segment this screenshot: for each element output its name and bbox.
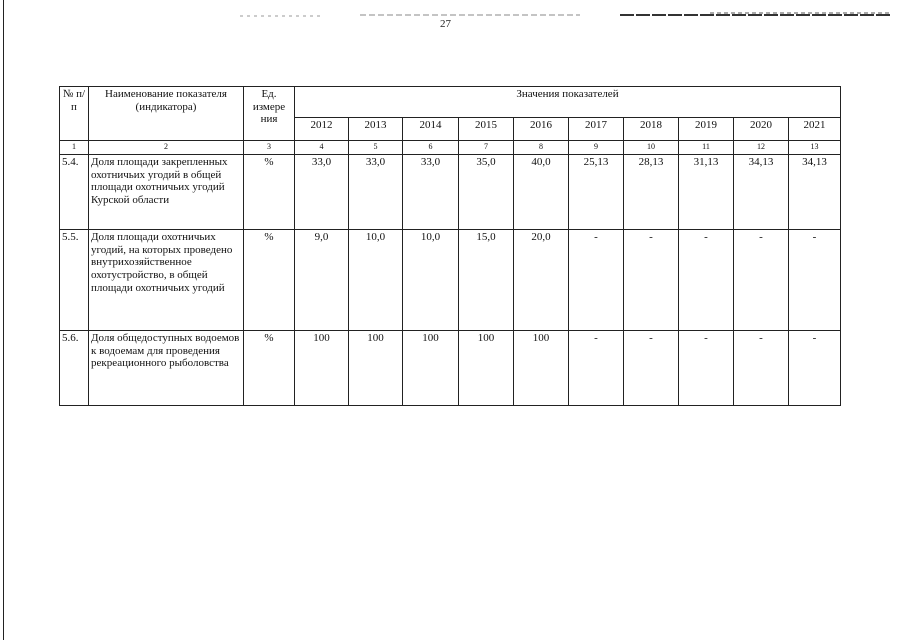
row-value: 100: [295, 331, 349, 406]
row-value: 100: [459, 331, 514, 406]
row-value: 31,13: [679, 155, 734, 230]
column-number: 5: [349, 141, 403, 155]
row-value: -: [734, 230, 789, 331]
row-value: 28,13: [624, 155, 679, 230]
column-number: 13: [789, 141, 841, 155]
column-number: 1: [60, 141, 89, 155]
row-value: 9,0: [295, 230, 349, 331]
header-values-group: Значения показателей: [295, 87, 841, 118]
row-value: 33,0: [295, 155, 349, 230]
row-value: -: [569, 331, 624, 406]
table-row: [60, 155, 841, 230]
row-value: -: [789, 230, 841, 331]
row-number: 5.5.: [60, 230, 89, 331]
header-year: 2014: [403, 118, 459, 141]
header-year: 2017: [569, 118, 624, 141]
row-value: 20,0: [514, 230, 569, 331]
row-value: 100: [403, 331, 459, 406]
column-number: 4: [295, 141, 349, 155]
header-year: 2019: [679, 118, 734, 141]
row-value: 100: [349, 331, 403, 406]
row-indicator-name: Доля площади охотничьих угодий, на которых проведено внутрихозяйственное охотустройство, в общей площади охотничьих угодий: [89, 230, 244, 331]
indicators-table: [59, 86, 841, 406]
row-value: 10,0: [403, 230, 459, 331]
header-year: 2012: [295, 118, 349, 141]
header-year: 2015: [459, 118, 514, 141]
header-year: 2016: [514, 118, 569, 141]
row-value: -: [569, 230, 624, 331]
header-year: 2020: [734, 118, 789, 141]
column-number: 7: [459, 141, 514, 155]
row-value: -: [679, 230, 734, 331]
row-indicator-name: Доля площади закрепленных охотничьих угодий в общей площади охотничьих угодий Курской области: [89, 155, 244, 230]
column-number: 12: [734, 141, 789, 155]
row-value: 35,0: [459, 155, 514, 230]
row-value: 25,13: [569, 155, 624, 230]
row-value: 33,0: [403, 155, 459, 230]
row-value: -: [679, 331, 734, 406]
row-value: 34,13: [734, 155, 789, 230]
row-unit: %: [244, 230, 295, 331]
column-number: 11: [679, 141, 734, 155]
column-number: 9: [569, 141, 624, 155]
row-value: 15,0: [459, 230, 514, 331]
header-row-top: [60, 87, 841, 118]
row-value: 10,0: [349, 230, 403, 331]
scan-noise-top: [60, 10, 890, 20]
column-number: 3: [244, 141, 295, 155]
page-left-edge: [3, 0, 4, 640]
row-indicator-name: Доля общедоступных водоемов к водоемам для проведения рекреационного рыболовства: [89, 331, 244, 406]
row-value: -: [734, 331, 789, 406]
page-number: 27: [440, 18, 451, 30]
header-number: № п/п: [60, 87, 89, 141]
row-value: 100: [514, 331, 569, 406]
row-unit: %: [244, 155, 295, 230]
header-unit: Ед. измере ния: [244, 87, 295, 141]
header-year: 2021: [789, 118, 841, 141]
column-number: 10: [624, 141, 679, 155]
column-number-row: [60, 141, 841, 155]
row-number: 5.4.: [60, 155, 89, 230]
row-number: 5.6.: [60, 331, 89, 406]
column-number: 2: [89, 141, 244, 155]
row-value: -: [624, 230, 679, 331]
column-number: 6: [403, 141, 459, 155]
row-unit: %: [244, 331, 295, 406]
column-number: 8: [514, 141, 569, 155]
table-row: [60, 230, 841, 331]
table-row: [60, 331, 841, 406]
row-value: -: [624, 331, 679, 406]
row-value: 40,0: [514, 155, 569, 230]
row-value: -: [789, 331, 841, 406]
row-value: 33,0: [349, 155, 403, 230]
row-value: 34,13: [789, 155, 841, 230]
header-year: 2013: [349, 118, 403, 141]
header-year: 2018: [624, 118, 679, 141]
header-name: Наименование показателя (индикатора): [89, 87, 244, 141]
